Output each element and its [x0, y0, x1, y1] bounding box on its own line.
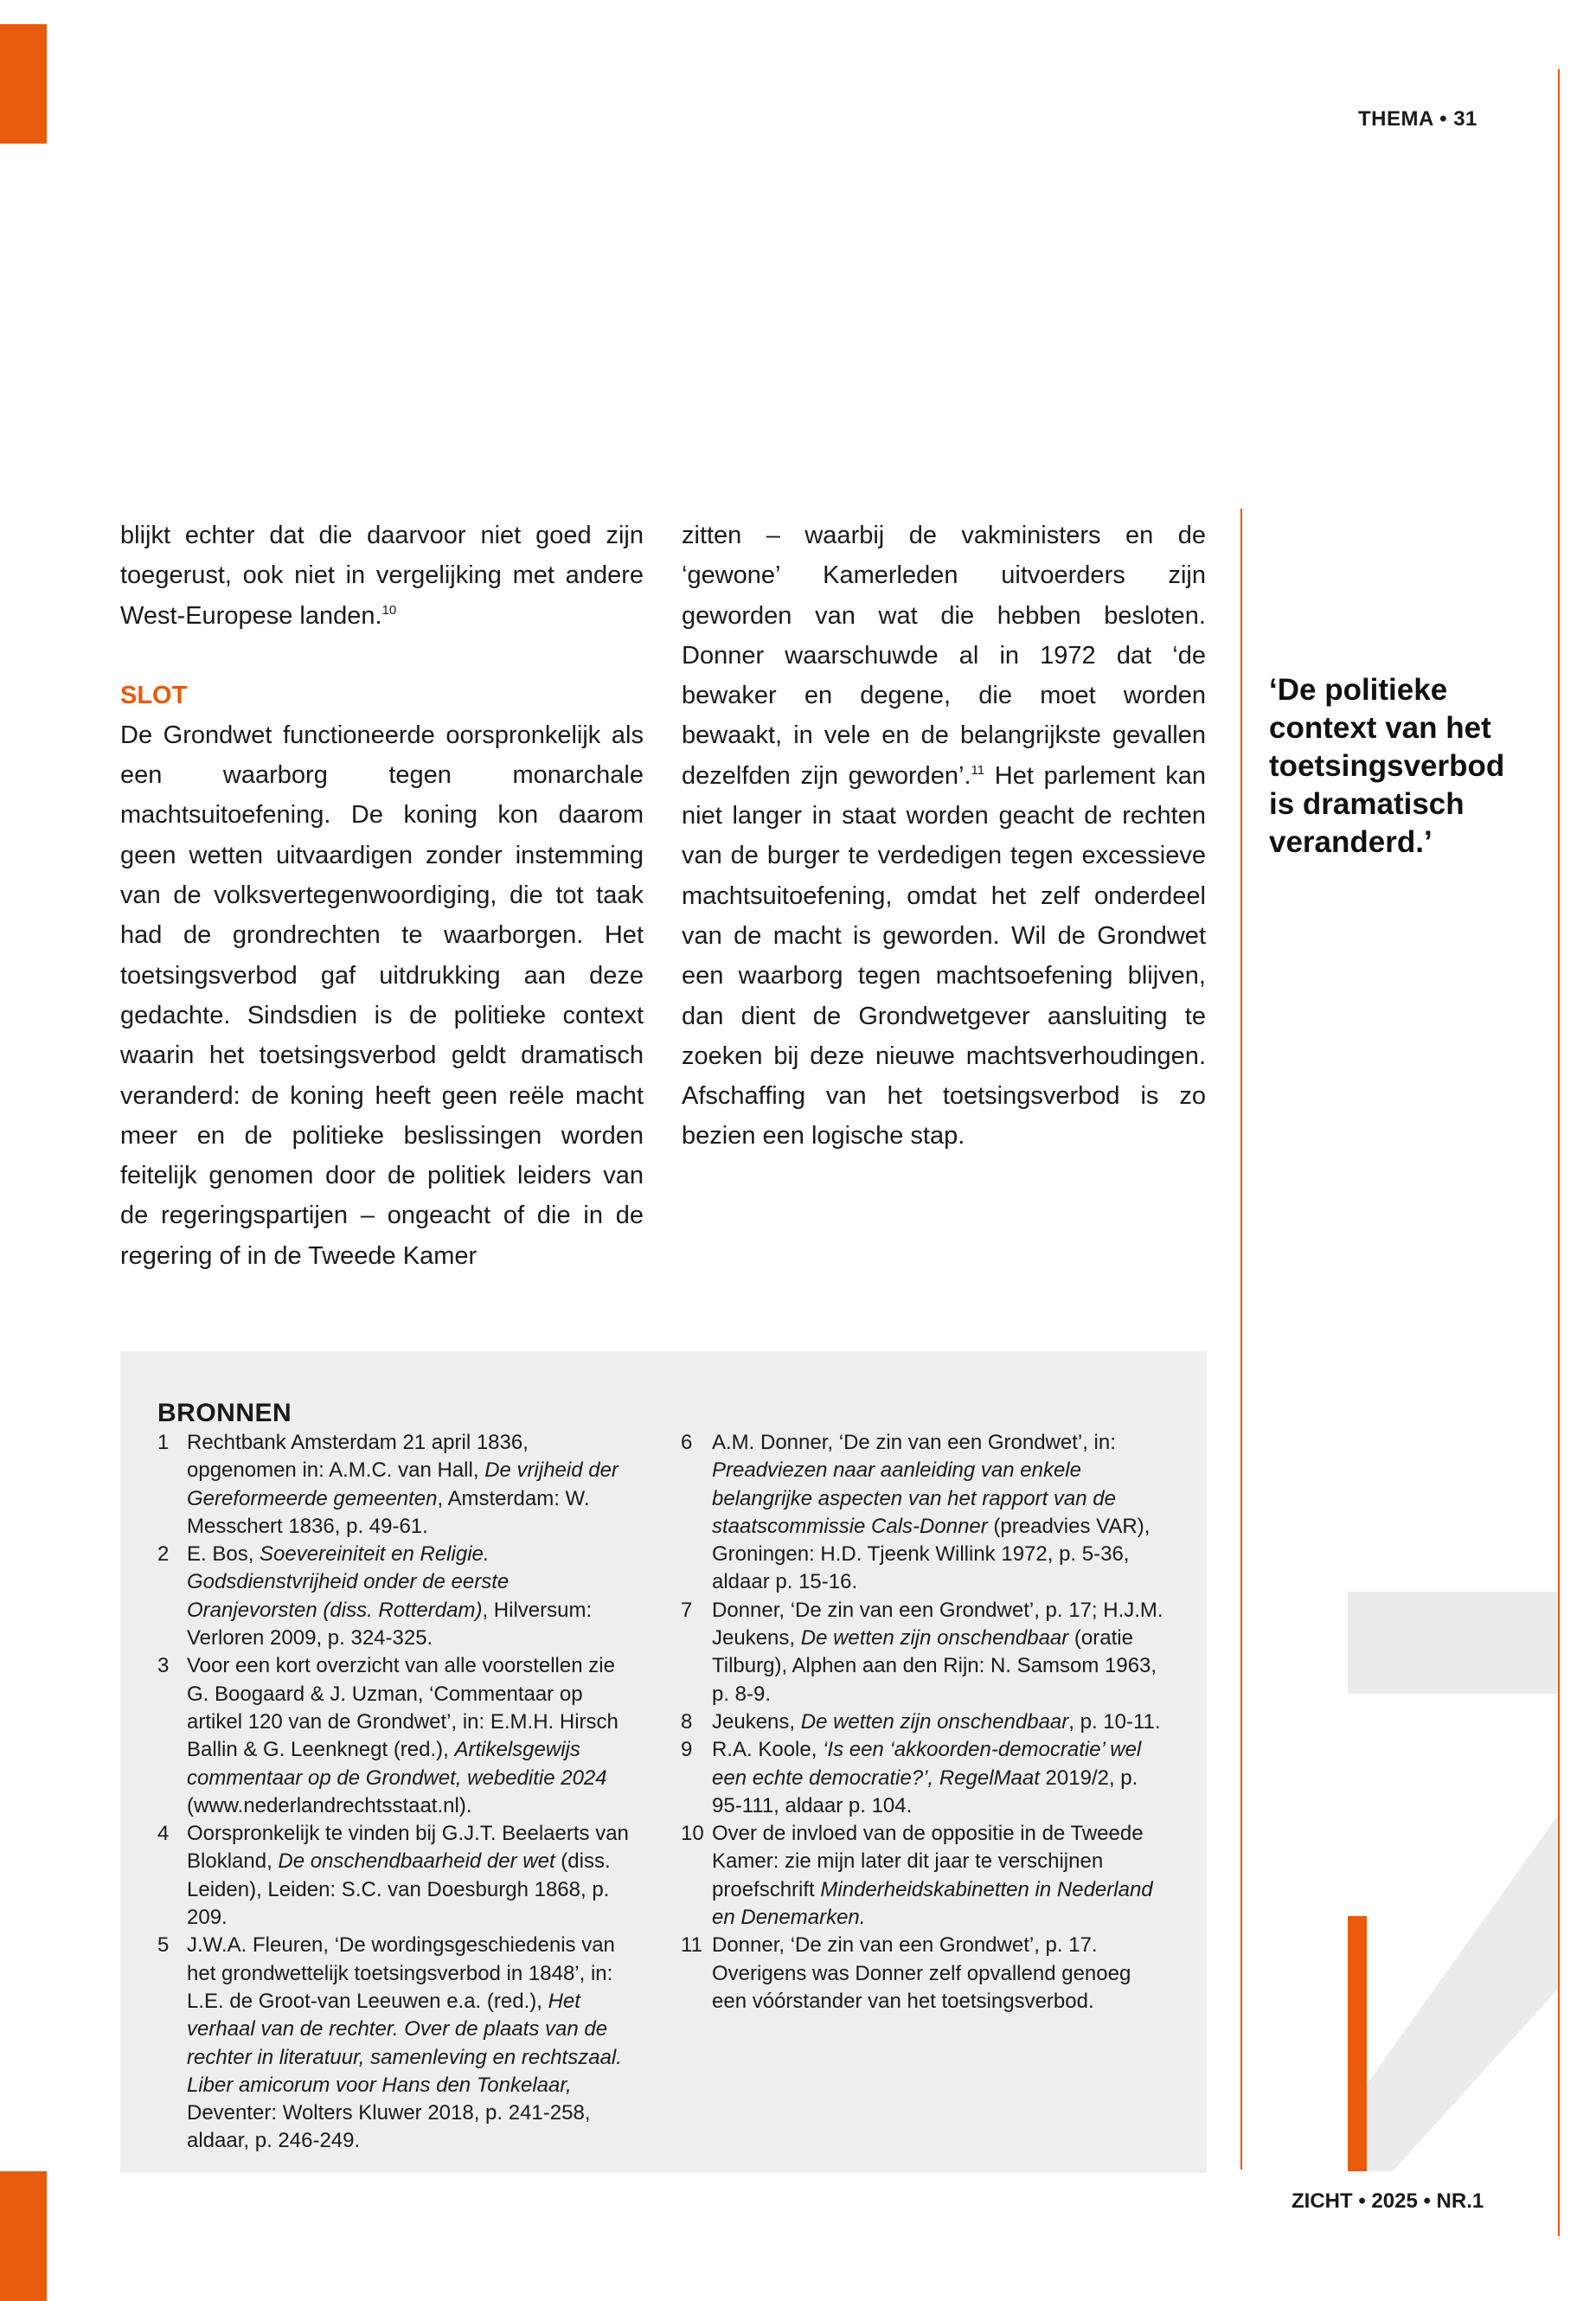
bottom-left-accent-bar — [0, 2171, 47, 2301]
footer-issue: NR.1 — [1436, 2189, 1484, 2213]
z-top-block — [1348, 1592, 1557, 1694]
header-section: THEMA — [1358, 107, 1433, 131]
z-orange-accent — [1348, 1916, 1367, 2171]
source-item: 10 Over de invloed van de oppositie in de Tweede Kamer: zie mijn later dit jaar te verschijnen proefschrift Minderheidskabinetten in Nederland en Denemarken. — [681, 1822, 1153, 1930]
page-header — [1358, 107, 1477, 131]
footer-magazine: ZICHT — [1292, 2189, 1353, 2213]
sources-title: BRONNEN — [157, 1399, 292, 1427]
footer-separator: • — [1423, 2189, 1431, 2213]
text-column-middle — [682, 516, 1206, 1157]
text-column-left — [120, 516, 644, 1276]
pull-quote: ‘De politieke context van het toetsingsverbod is dramatisch veranderd.’ — [1269, 673, 1505, 859]
footnote-ref: 11 — [971, 762, 985, 778]
pull-quote-rule — [1240, 509, 1242, 2170]
source-item: 1 Rechtbank Amsterdam 21 april 1836, opgenomen in: A.M.C. van Hall, De vrijheid der Gereformeerde gemeenten, Amsterdam: W. Messchert 1836, p. 49-61. — [157, 1431, 619, 1538]
source-item: 4 Oorspronkelijk te vinden bij G.J.T. Beelaerts van Blokland, De onschendbaarheid der wet (diss. Leiden), Leiden: S.C. van Doesburgh 1868, p. 209. — [157, 1822, 629, 1930]
section-heading: SLOT — [120, 681, 188, 709]
source-item: 9 R.A. Koole, ‘Is een ‘akkoorden-democratie’ wel een echte democratie?’, RegelMaat 2019/2, p. 95-111, aldaar p. 104. — [681, 1738, 1142, 1817]
source-item: 8 Jeukens, De wetten zijn onschendbaar, p. 10-11. — [681, 1709, 1161, 1734]
page-footer — [1292, 2189, 1484, 2214]
source-item: 3 Voor een kort overzicht van alle voorstellen zie G. Boogaard & J. Uzman, ‘Commentaar op artikel 120 van de Grondwet’, in: E.M.H. Hirsch Ballin & G. Leenknegt (red.), Artikelsgewijs commentaar op de Grondwet, webeditie 2024 (www.nederlandrechtsstaat.nl). — [157, 1654, 619, 1817]
decorative-z-shape — [1246, 1592, 1557, 2180]
sources-list-right — [681, 1429, 1165, 2016]
source-item: 7 Donner, ‘De zin van een Grondwet’, p. 17; H.J.M. Jeukens, De wetten zijn onschendbaar (oratie Tilburg), Alphen aan den Rijn: N. Samsom 1963, p. 8-9. — [681, 1598, 1163, 1706]
paragraph: blijkt echter dat die daarvoor niet goed zijn toegerust, ook niet in vergelijking met andere West-Europese landen.$^{10}$ — [120, 522, 644, 630]
source-item: 6 A.M. Donner, ‘De zin van een Grondwet’, in: Preadviezen naar aanleiding van enkele belangrijke aspecten van het rapport van de staatscommissie Cals-Donner (preadvies VAR), Groningen: H.D. Tjeenk Willink 1972, p. 5-36, aldaar p. 15-16. — [681, 1431, 1151, 1594]
paragraph: De Grondwet functioneerde oorspronkelijk als een waarborg tegen monarchale machtsuitoefening. De koning kon daarom geen wetten uitvaardigen zonder instemming van de volksvertegenwoordiging, die tot taak had de grondrechten te waarborgen. Het toetsingsverbod gaf uitdrukking aan deze gedachte. Sindsdien is de politieke context waarin het toetsingsverbod geldt dramatisch veranderd: de koning heeft geen reële macht meer en de politieke beslissingen worden feitelijk genomen door de politiek leiders van de regeringspartijen – ongeacht of die in de regering of in de Tweede Kamer — [120, 721, 644, 1270]
footer-year: 2025 — [1371, 2189, 1418, 2213]
source-item: 11 Donner, ‘De zin van een Grondwet’, p. 17. Overigens was Donner zelf opvallend genoeg een vóórstander van het toetsingsverbod. — [681, 1933, 1131, 2013]
footnote-ref: 10 — [381, 602, 397, 618]
right-margin-rule — [1558, 69, 1560, 2236]
header-page-number: 31 — [1453, 107, 1477, 131]
z-diagonal — [1348, 1817, 1557, 2171]
top-left-accent-bar — [0, 24, 47, 144]
paragraph: zitten – waarbij de vakministers en de ‘gewone’ Kamerleden uitvoerders zijn geworden van wat die hebben besloten. Donner waarschuwde al in 1972 dat ‘de bewaker en degene, die moet worden bewaakt, in vele en de belangrijkste gevallen dezelfden zijn geworden’.$^{11}$ Het parlement kan niet langer in staat worden geacht de rechten van de burger te verdedigen tegen excessieve machtsuitoefening, omdat het zelf onderdeel van de macht is geworden. Wil de Grondwet een waarborg tegen machtsoefening blijven, dan dient de Grondwetgever aansluiting te zoeken bij deze nieuwe machtsverhoudingen. Afschaffing van het toetsingsverbod is zo bezien een logische stap. — [682, 522, 1206, 1150]
header-separator: • — [1439, 107, 1448, 131]
source-item: 2 E. Bos, Soevereiniteit en Religie. Godsdienstvrijheid onder de eerste Oranjevorsten (diss. Rotterdam), Hilversum: Verloren 2009, p. 324-325. — [157, 1542, 593, 1650]
footer-separator: • — [1358, 2189, 1366, 2213]
sources-list-left — [157, 1429, 642, 2156]
source-item: 5 J.W.A. Fleuren, ‘De wordingsgeschiedenis van het grondwettelijk toetsingsverbod in 1848’, in: L.E. de Groot-van Leeuwen e.a. (red.), Het verhaal van de rechter. Over de plaats van de rechter in literatuur, samenleving en rechtszaal. Liber amicorum voor Hans den Tonkelaar, Deventer: Wolters Kluwer 2018, p. 241-258, aldaar, p. 246-249. — [157, 1933, 622, 2153]
